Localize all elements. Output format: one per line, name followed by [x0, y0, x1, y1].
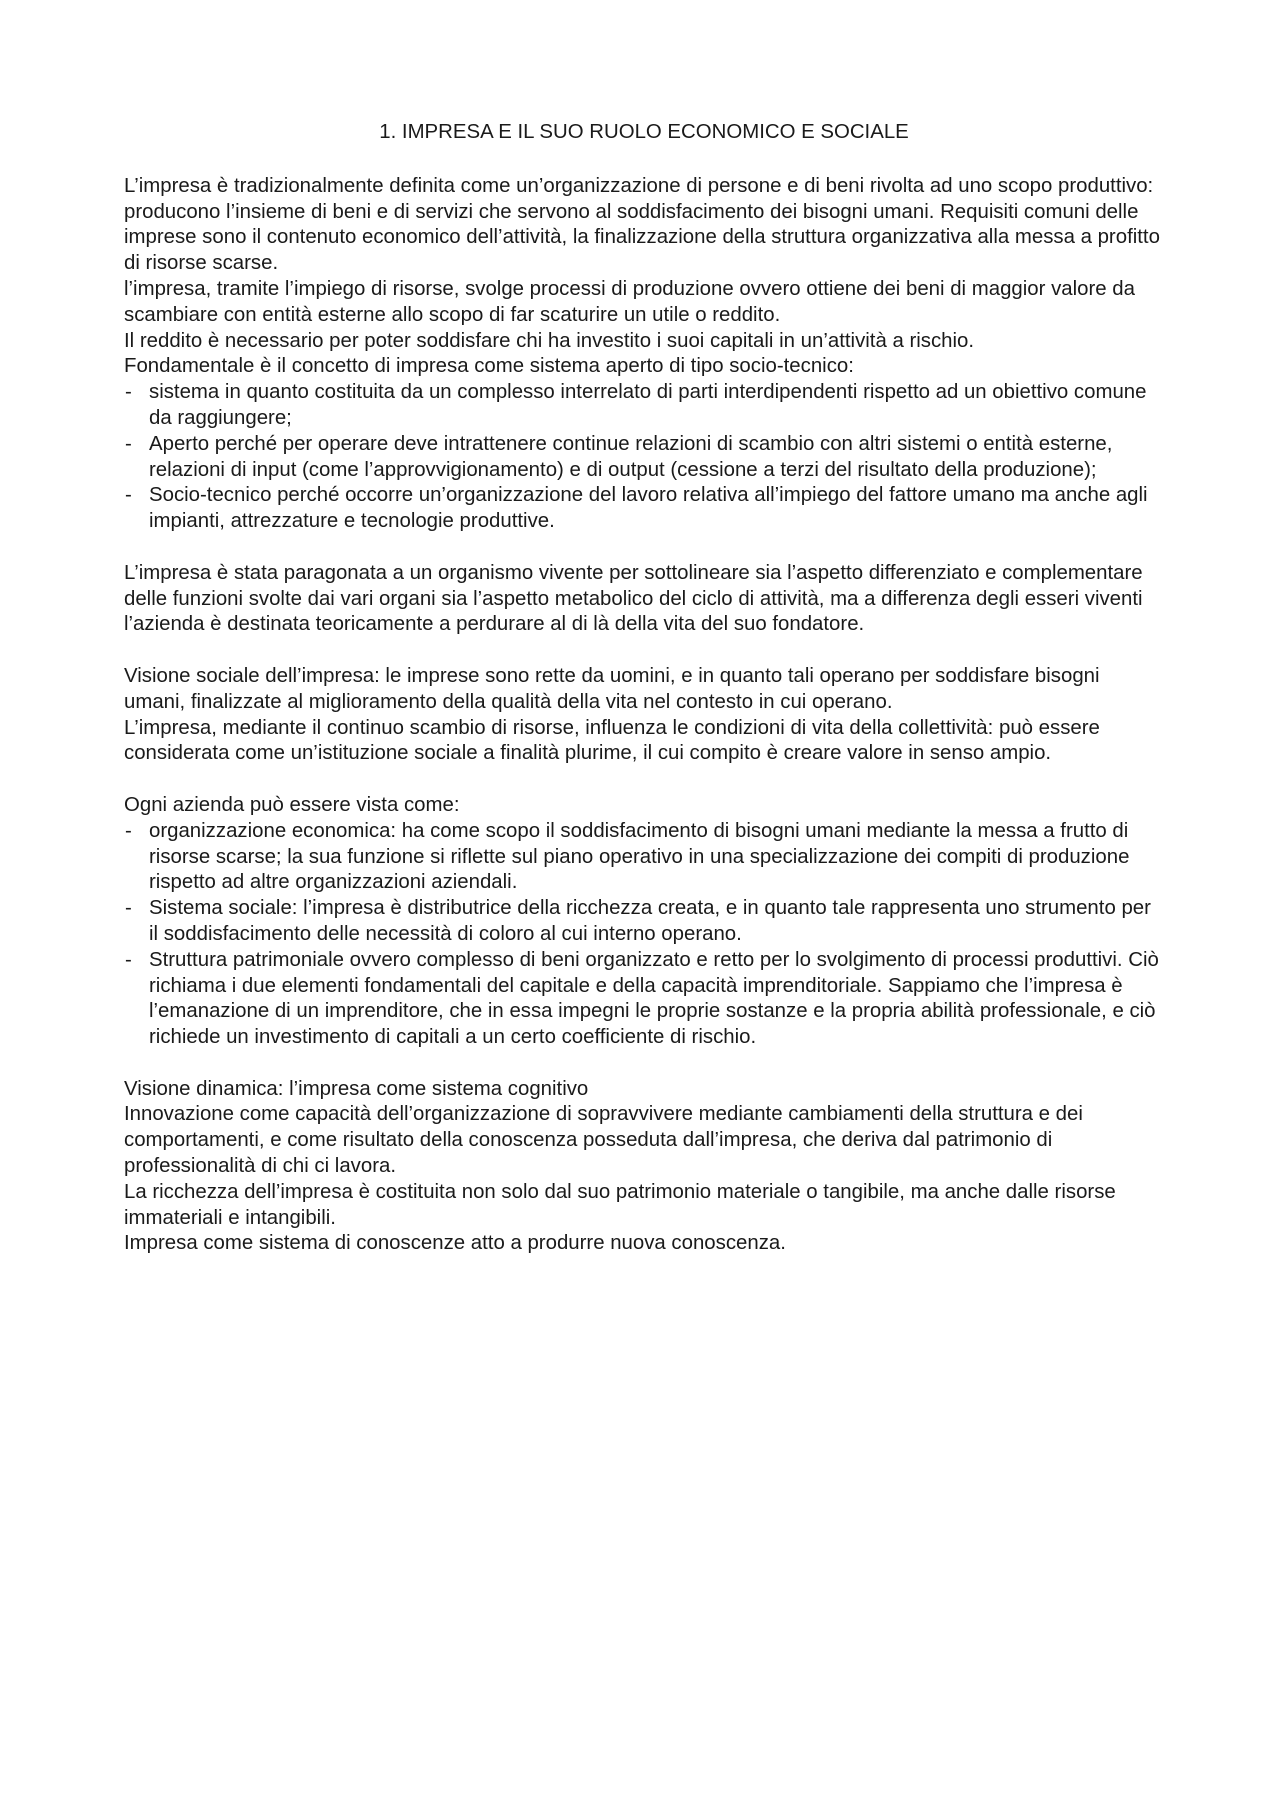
paragraph: Innovazione come capacità dell’organizzazione di sopravvivere mediante cambiamenti della struttura e dei comportamenti, e come risultato della conoscenza posseduta dall’impresa, che deriva dal patrimonio di professionalità di chi ci lavora.: [124, 1103, 1083, 1178]
section-dynamic-vision: [124, 1077, 1164, 1258]
paragraph: Impresa come sistema di conoscenze atto a produrre nuova conoscenza.: [124, 1232, 786, 1255]
paragraph: L’impresa è stata paragonata a un organismo vivente per sottolineare sia l’aspetto differenziato e complementare delle funzioni svolte dai vari organi sia l’aspetto metabolico del ciclo di attività, ma a differenza degli esseri viventi l’azienda è destinata teoricamente a perdurare al di là della vita del suo fondatore.: [124, 561, 1143, 636]
document-title: 1. IMPRESA E IL SUO RUOLO ECONOMICO E SOCIALE: [379, 121, 909, 143]
section-definition: [124, 174, 1164, 535]
list-item: - Aperto perché per operare deve intrattenere continue relazioni di scambio con altri sistemi o entità esterne, relazioni di input (come l’approvvigionamento) e di output (cessione a terzi del risultato della produzione);: [124, 432, 1164, 484]
list-item: - Sistema sociale: l’impresa è distributrice della ricchezza creata, e in quanto tale rappresenta uno strumento per il soddisfacimento delle necessità di coloro al cui interno operano.: [124, 896, 1164, 948]
section-company-views: [124, 793, 1164, 1051]
section-organism: [124, 561, 1164, 638]
document-page: [124, 120, 1164, 1283]
paragraph: La ricchezza dell’impresa è costituita non solo dal suo patrimonio materiale o tangibile, ma anche dalle risorse immateriali e intangibili.: [124, 1180, 1116, 1229]
paragraph: Ogni azienda può essere vista come:: [124, 793, 460, 816]
list-item: - Struttura patrimoniale ovvero complesso di beni organizzato e retto per lo svolgimento di processi produttivi. Ciò richiama i due elementi fondamentali del capitale e della capacità imprenditoriale. Sappiamo che l’impresa è l’emanazione di un imprenditore, che in essa impegni le proprie sostanze e la propria abilità professionale, e ciò richiede un investimento di capitali a un certo coefficiente di rischio.: [124, 948, 1164, 1051]
list-item: - organizzazione economica: ha come scopo il soddisfacimento di bisogni umani mediante la messa a frutto di risorse scarse; la sua funzione si riflette sul piano operativo in una specializzazione dei compiti di produzione rispetto ad altre organizzazioni aziendali.: [124, 819, 1164, 896]
paragraph: L’impresa è tradizionalmente definita come un’organizzazione di persone e di beni rivolta ad uno scopo produttivo: producono l’insieme di beni e di servizi che servono al soddisfacimento dei bisogni umani. Requisiti comuni delle imprese sono il contenuto economico dell’attività, la finalizzazione della struttura organizzativa alla messa a profitto di risorse scarse.: [124, 174, 1160, 275]
bullet-list: [124, 380, 1164, 535]
paragraph: Il reddito è necessario per poter soddisfare chi ha investito i suoi capitali in un’attività a rischio.: [124, 329, 975, 352]
list-item: - sistema in quanto costituita da un complesso interrelato di parti interdipendenti rispetto ad un obiettivo comune da raggiungere;: [124, 380, 1164, 432]
list-item: - Socio-tecnico perché occorre un’organizzazione del lavoro relativa all’impiego del fattore umano ma anche agli impianti, attrezzature e tecnologie produttive.: [124, 483, 1164, 535]
bullet-list: [124, 819, 1164, 1051]
paragraph: L’impresa, mediante il continuo scambio di risorse, influenza le condizioni di vita della collettività: può essere considerata come un’istituzione sociale a finalità plurime, il cui compito è creare valore in senso ampio.: [124, 716, 1100, 765]
paragraph: Visione sociale dell’impresa: le imprese sono rette da uomini, e in quanto tali operano per soddisfare bisogni umani, finalizzate al miglioramento della qualità della vita nel contesto in cui operano.: [124, 664, 1100, 713]
paragraph: Visione dinamica: l’impresa come sistema cognitivo: [124, 1077, 589, 1100]
section-social-vision: [124, 664, 1164, 767]
paragraph: l’impresa, tramite l’impiego di risorse, svolge processi di produzione ovvero ottiene dei beni di maggior valore da scambiare con entità esterne allo scopo di far scaturire un utile o reddito.: [124, 277, 1135, 326]
paragraph: Fondamentale è il concetto di impresa come sistema aperto di tipo socio-tecnico:: [124, 355, 854, 378]
